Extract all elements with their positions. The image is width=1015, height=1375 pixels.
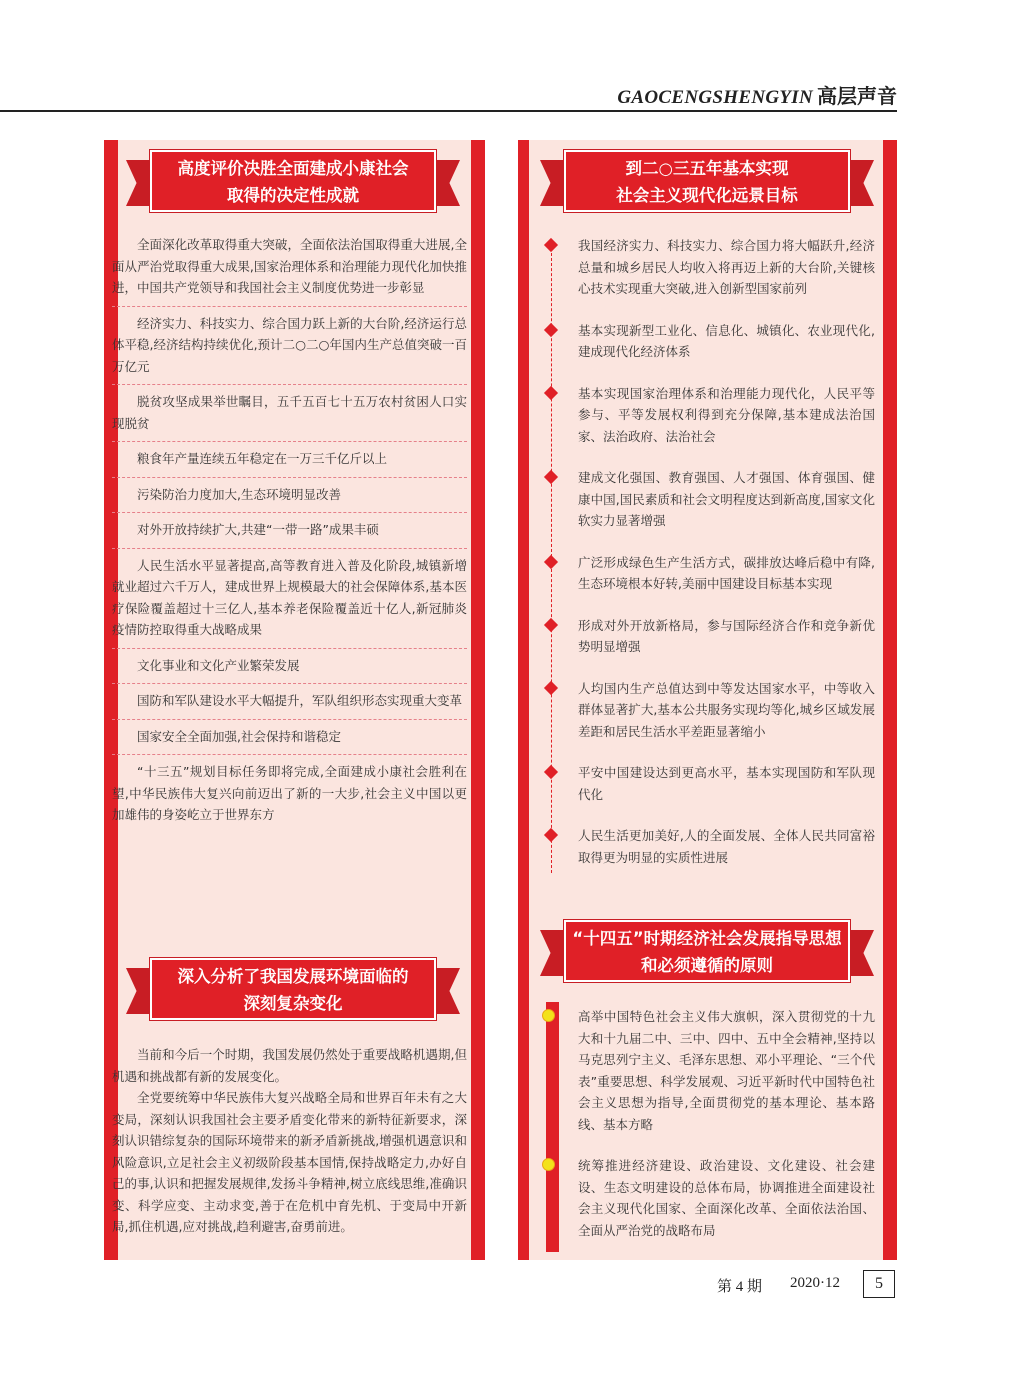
goals-title-line2: 社会主义现代化远景目标: [616, 186, 798, 205]
yellow-dot-bullet-icon: [542, 1158, 555, 1171]
diamond-bullet-icon: [544, 765, 558, 779]
issue-number: 第 4 期: [717, 1279, 763, 1295]
environment-title-line2: 深刻复杂变化: [243, 994, 343, 1013]
diamond-bullet-icon: [544, 470, 558, 484]
goal-item: 基本实现国家治理体系和治理能力现代化，人民平等参与、平等发展权利得到充分保障,基本建成法治国家、法治政府、法治社会: [540, 383, 875, 448]
brand-chinese: 高层声音: [817, 84, 897, 108]
goals-list: [540, 235, 875, 868]
goal-item: 形成对外开放新格局，参与国际经济合作和竞争新优势明显增强: [540, 615, 875, 658]
environment-analysis: [112, 1044, 467, 1238]
left-panel-border-right: [471, 140, 485, 1260]
goals-title: [564, 150, 850, 212]
achievement-item: 人民生活水平显著提高,高等教育进入普及化阶段,城镇新增就业超过六千万人，建成世界上规模最大的社会保障体系,基本医疗保险覆盖超过十三亿人,基本养老保险覆盖近十亿人,新冠肺炎疫情防控取得重大战略成果: [112, 549, 467, 649]
achievement-item: 粮食年产量连续五年稳定在一万三千亿斤以上: [112, 442, 467, 478]
guideline-item: 高举中国特色社会主义伟大旗帜，深入贯彻党的十九大和十九届二中、三中、四中、五中全会精神,坚持以马克思列宁主义、毛泽东思想、邓小平理论、“三个代表”重要思想、科学发展观、习近平新时代中国特色社会主义思想为指导,全面贯彻党的基本理论、基本路线、基本方略: [540, 1006, 875, 1135]
achievements-title-line2: 取得的决定性成就: [227, 186, 359, 205]
achievements-title-line1: 高度评价决胜全面建成小康社会: [177, 159, 409, 178]
issue-date: 2020·12: [790, 1275, 840, 1291]
environment-title-ribbon: [126, 958, 460, 1020]
achievement-item: “十三五”规划目标任务即将完成,全面建成小康社会胜利在望,中华民族伟大复兴向前迈出了新的一大步,社会主义中国以更加雄伟的身姿屹立于世界东方: [112, 764, 467, 822]
page-number: 5: [863, 1270, 895, 1298]
brand-latin: GAOCENGSHENGYIN: [617, 87, 813, 108]
achievement-item: 国家安全全面加强,社会保持和谐稳定: [112, 720, 467, 756]
diamond-bullet-icon: [544, 828, 558, 842]
guideline-item: 统筹推进经济建设、政治建设、文化建设、社会建设、生态文明建设的总体布局，协调推进全面建设社会主义现代化国家、全面深化改革、全面依法治国、全面从严治党的战略布局: [540, 1155, 875, 1241]
goal-item: 平安中国建设达到更高水平，基本实现国防和军队现代化: [540, 762, 875, 805]
guidelines-title-ribbon: [540, 920, 874, 982]
page-header: [0, 0, 1015, 112]
achievement-item: 全面深化改革取得重大突破，全面依法治国取得重大进展,全面从严治党取得重大成果,国家治理体系和治理能力现代化加快推进，中国共产党领导和我国社会主义制度优势进一步彰显: [112, 228, 467, 307]
guidelines-title-line2: 和必须遵循的原则: [641, 956, 773, 975]
goal-item: 我国经济实力、科技实力、综合国力将大幅跃升,经济总量和城乡居民人均收入将再迈上新的大台阶,关键核心技术实现重大突破,进入创新型国家前列: [540, 235, 875, 300]
right-panel-border-left: [518, 140, 529, 1260]
diamond-bullet-icon: [544, 385, 558, 399]
achievement-item: 污染防治力度加大,生态环境明显改善: [112, 478, 467, 514]
diamond-bullet-icon: [544, 680, 558, 694]
analysis-paragraph: 当前和今后一个时期，我国发展仍然处于重要战略机遇期,但机遇和挑战都有新的发展变化。: [112, 1047, 467, 1084]
environment-title-line1: 深入分析了我国发展环境面临的: [177, 967, 409, 986]
achievement-item: 脱贫攻坚成果举世瞩目，五千五百七十五万农村贫困人口实现脱贫: [112, 385, 467, 442]
header-rule: [0, 110, 897, 112]
achievement-item: 文化事业和文化产业繁荣发展: [112, 649, 467, 685]
achievement-item: 经济实力、科技实力、综合国力跃上新的大台阶,经济运行总体平稳,经济结构持续优化,预计二○二○年国内生产总值突破一百万亿元: [112, 307, 467, 386]
environment-title: [150, 958, 436, 1020]
goal-item: 广泛形成绿色生产生活方式，碳排放达峰后稳中有降,生态环境根本好转,美丽中国建设目标基本实现: [540, 552, 875, 595]
diamond-bullet-icon: [544, 554, 558, 568]
right-panel: [518, 140, 897, 1260]
left-panel: [104, 140, 485, 1260]
diamond-bullet-icon: [544, 322, 558, 336]
guidelines-list: [540, 1006, 875, 1241]
yellow-dot-bullet-icon: [542, 1009, 555, 1022]
right-panel-border-right: [883, 140, 897, 1260]
achievements-title: [150, 150, 436, 212]
goal-item: 人民生活更加美好,人的全面发展、全体人民共同富裕取得更为明显的实质性进展: [540, 825, 875, 868]
guidelines-title-line1: “十四五”时期经济社会发展指导思想: [572, 929, 842, 948]
achievement-item: 对外开放持续扩大,共建“一带一路”成果丰硕: [112, 513, 467, 549]
analysis-paragraph: 全党要统筹中华民族伟大复兴战略全局和世界百年未有之大变局，深刻认识我国社会主要矛盾变化带来的新特征新要求，深刻认识错综复杂的国际环境带来的新矛盾新挑战,增强机遇意识和风险意识,立足社会主义初级阶段基本国情,保持战略定力,办好自己的事,认识和把握发展规律,发扬斗争精神,树立底线思维,准确识变、科学应变、主动求变,善于在危机中育先机、于变局中开新局,抓住机遇,应对挑战,趋利避害,奋勇前进。: [112, 1090, 467, 1234]
goal-item: 基本实现新型工业化、信息化、城镇化、农业现代化,建成现代化经济体系: [540, 320, 875, 363]
goal-item: 建成文化强国、教育强国、人才强国、体育强国、健康中国,国民素质和社会文明程度达到新高度,国家文化软实力显著增强: [540, 467, 875, 532]
goals-title-ribbon: [540, 150, 874, 212]
goal-item: 人均国内生产总值达到中等发达国家水平，中等收入群体显著扩大,基本公共服务实现均等化,城乡区域发展差距和居民生活水平差距显著缩小: [540, 678, 875, 743]
guidelines-title: [564, 920, 850, 982]
achievements-list: [112, 228, 467, 833]
diamond-bullet-icon: [544, 617, 558, 631]
goals-title-line1: 到二○三五年基本实现: [625, 159, 789, 178]
diamond-bullet-icon: [544, 238, 558, 252]
achievements-title-ribbon: [126, 150, 460, 212]
achievement-item: 国防和军队建设水平大幅提升，军队组织形态实现重大变革: [112, 684, 467, 720]
column-brand: [617, 80, 897, 109]
